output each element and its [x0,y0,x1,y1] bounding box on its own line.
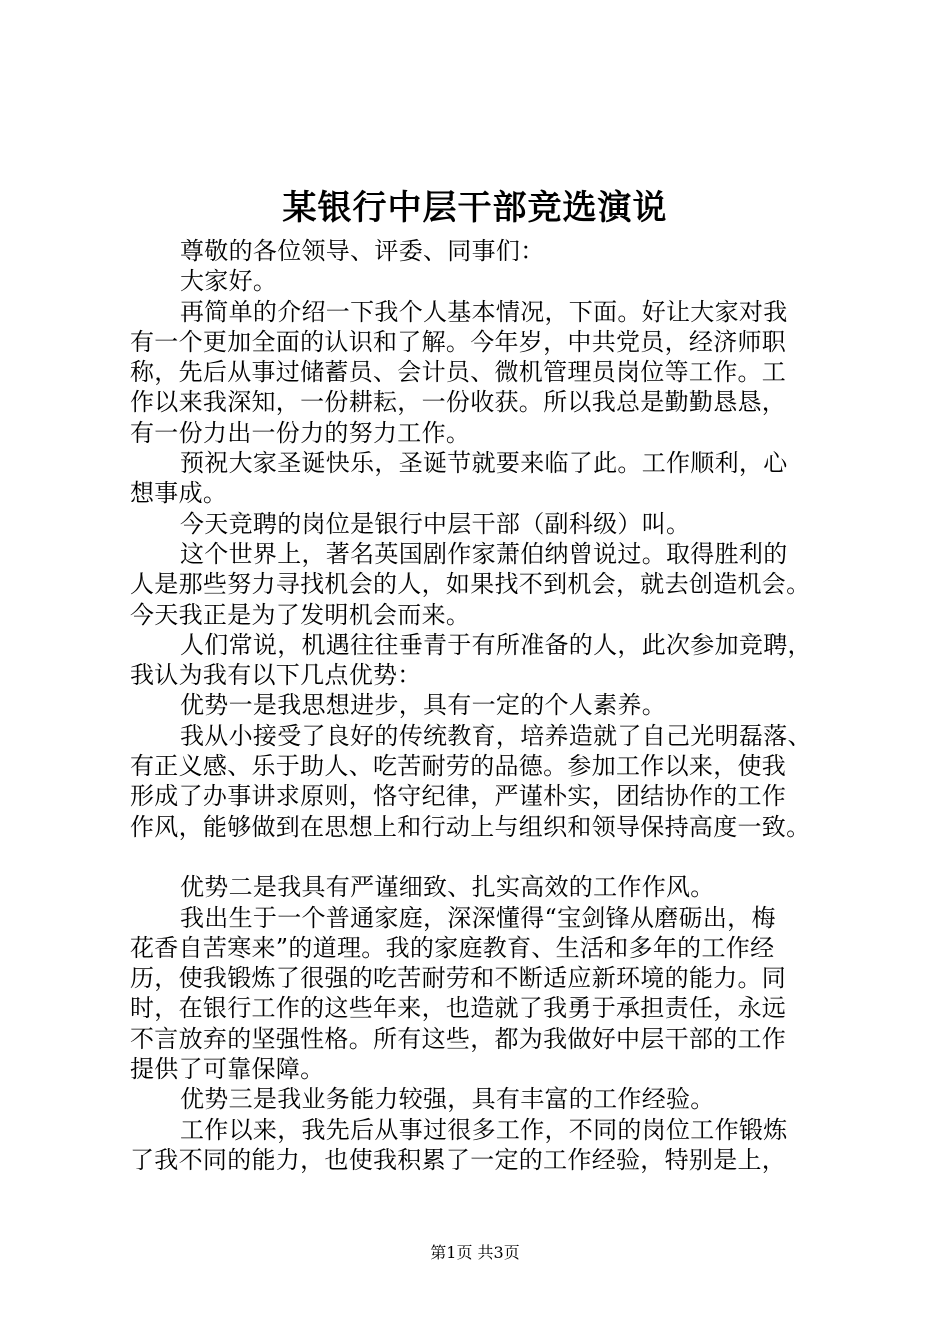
text-line: 有正义感、乐于助人、吃苦耐劳的品德。参加工作以来，使我 [130,752,787,781]
text-line: 大家好。 [180,267,278,296]
text-line: 今天我正是为了发明机会而来。 [130,600,471,629]
text-line: 今天竞聘的岗位是银行中层干部（副科级）叫。 [180,509,691,538]
text-line: 我认为我有以下几点优势： [130,661,422,690]
text-line: 有一个更加全面的认识和了解。今年岁，中共党员，经济师职 [130,327,787,356]
document-title: 某银行中层干部竞选演说 [282,188,668,228]
text-line: 人们常说，机遇往往垂青于有所准备的人，此次参加竞聘， [180,630,812,659]
text-line: 优势三是我业务能力较强，具有丰富的工作经验。 [180,1085,715,1114]
text-line: 了我不同的能力，也使我积累了一定的工作经验，特别是上， [130,1145,787,1174]
text-line: 花香自苦寒来”的道理。我的家庭教育、生活和多年的工作经 [130,933,775,962]
text-line: 我从小接受了良好的传统教育，培养造就了自己光明磊落、 [180,721,812,750]
text-line: 称，先后从事过储蓄员、会计员、微机管理员岗位等工作。工 [130,358,787,387]
text-line: 人是那些努力寻找机会的人，如果找不到机会，就去创造机会。 [130,570,811,599]
text-line: 再简单的介绍一下我个人基本情况，下面。好让大家对我 [180,297,788,326]
text-line: 有一份力出一份力的努力工作。 [130,418,471,447]
text-line: 形成了办事讲求原则，恪守纪律，严谨朴实，团结协作的工作 [130,782,787,811]
text-line: 作以来我深知，一份耕耘，一份收获。所以我总是勤勤恳恳， [130,388,787,417]
text-line: 预祝大家圣诞快乐，圣诞节就要来临了此。工作顺利，心 [180,449,788,478]
blank-line [130,842,830,872]
text-line: 我出生于一个普通家庭，深深懂得“宝剑锋从磨砺出，梅 [180,903,776,932]
text-line: 提供了可靠保障。 [130,1055,325,1084]
text-line: 时，在银行工作的这些年来，也造就了我勇于承担责任，永远 [130,994,787,1023]
text-line: 优势二是我具有严谨细致、扎实高效的工作作风。 [180,873,715,902]
text-line: 尊敬的各位领导、评委、同事们： [180,237,545,265]
text-line: 这个世界上，著名英国剧作家萧伯纳曾说过。取得胜利的 [180,539,788,568]
text-line: 不言放弃的坚强性格。所有这些，都为我做好中层干部的工作 [130,1024,787,1053]
document-body [130,236,830,1175]
text-line: 工作以来，我先后从事过很多工作，不同的岗位工作锻炼 [180,1115,788,1144]
text-line: 历，使我锻炼了很强的吃苦耐劳和不断适应新环境的能力。同 [130,964,787,993]
text-line: 优势一是我思想进步，具有一定的个人素养。 [180,691,666,720]
text-line: 想事成。 [130,479,228,508]
page-footer: 第1页 共3页 [430,1243,520,1262]
text-line: 作风，能够做到在思想上和行动上与组织和领导保持高度一致。 [130,812,811,841]
